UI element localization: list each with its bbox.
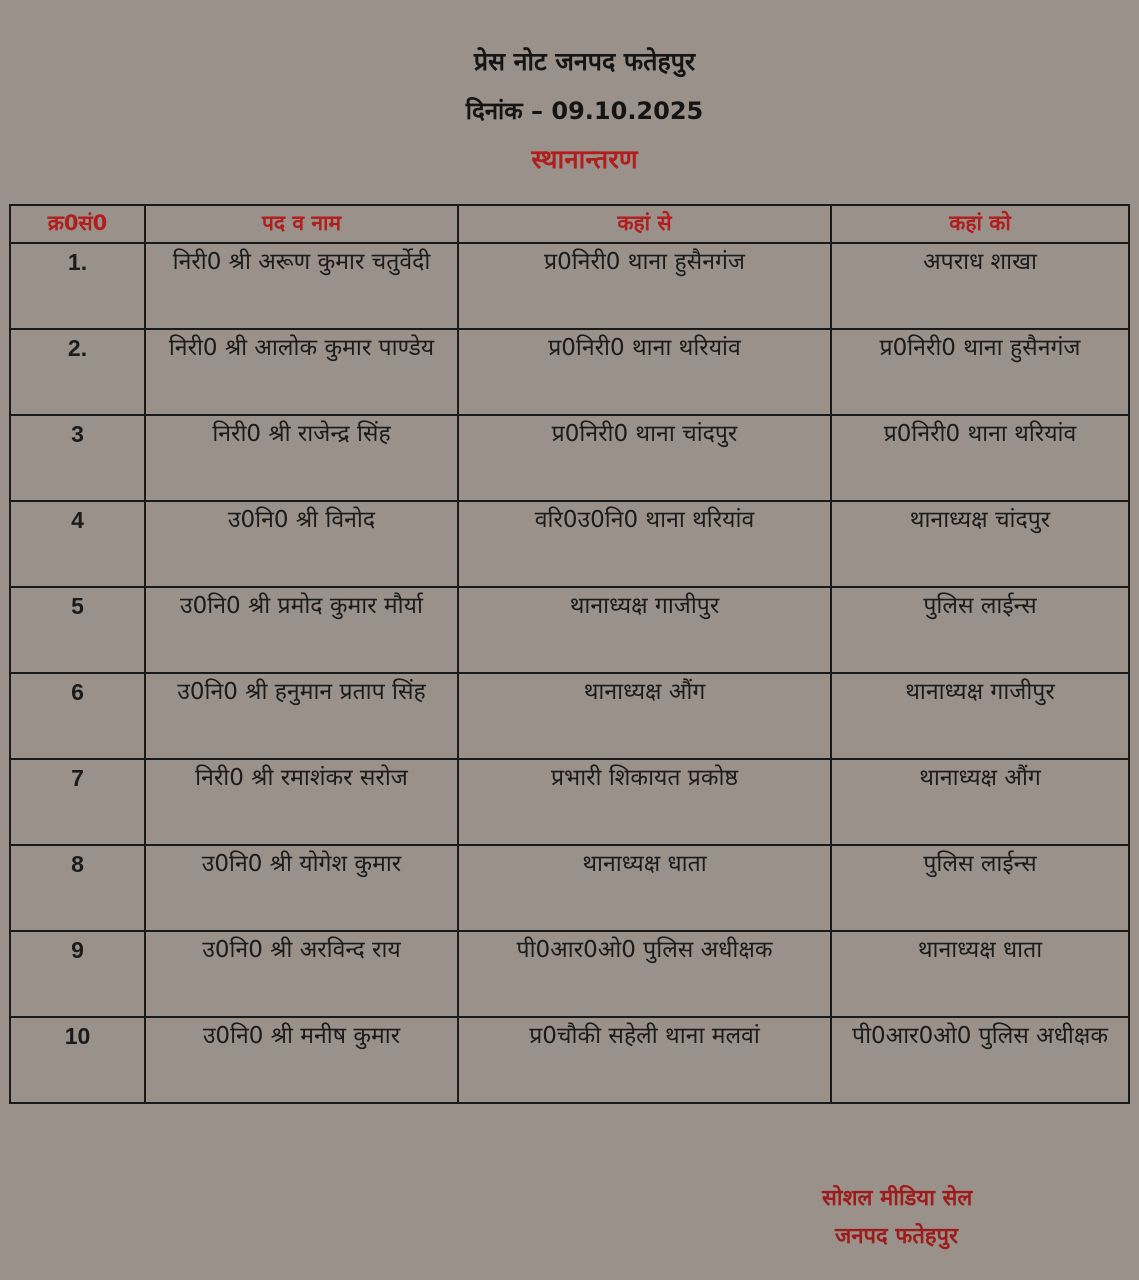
table-row [10, 415, 1129, 501]
row-from: थानाध्यक्ष औंग [458, 673, 831, 759]
row-to: अपराध शाखा [831, 243, 1129, 329]
row-name: उ0नि0 श्री अरविन्द राय [145, 931, 458, 1017]
row-sno: 3 [10, 415, 145, 501]
footer-social-media-cell: सोशल मीडिया सेल [822, 1186, 973, 1211]
row-from: प्र0चौकी सहेली थाना मलवां [458, 1017, 831, 1103]
row-sno: 9 [10, 931, 145, 1017]
row-sno: 2. [10, 329, 145, 415]
row-to: प्र0निरी0 थाना हुसैनगंज [831, 329, 1129, 415]
row-name: उ0नि0 श्री विनोद [145, 501, 458, 587]
table-row [10, 931, 1129, 1017]
table-row [10, 759, 1129, 845]
row-name: निरी0 श्री अरूण कुमार चतुर्वेदी [145, 243, 458, 329]
row-from: थानाध्यक्ष गाजीपुर [458, 587, 831, 673]
row-to: पुलिस लाईन्स [831, 845, 1129, 931]
column-header-sno: क्र0सं0 [10, 205, 145, 243]
row-sno: 6 [10, 673, 145, 759]
row-to: थानाध्यक्ष औंग [831, 759, 1129, 845]
row-from: प्र0निरी0 थाना थरियांव [458, 329, 831, 415]
row-from: प्रभारी शिकायत प्रकोष्ठ [458, 759, 831, 845]
row-name: उ0नि0 श्री मनीष कुमार [145, 1017, 458, 1103]
row-name: निरी0 श्री आलोक कुमार पाण्डेय [145, 329, 458, 415]
row-sno: 4 [10, 501, 145, 587]
row-from: पी0आर0ओ0 पुलिस अधीक्षक [458, 931, 831, 1017]
column-header-name: पद व नाम [145, 205, 458, 243]
press-note-subject: स्थानान्तरण [531, 145, 638, 175]
row-sno: 5 [10, 587, 145, 673]
press-note-date: दिनांक – 09.10.2025 [465, 97, 704, 125]
row-name: उ0नि0 श्री प्रमोद कुमार मौर्या [145, 587, 458, 673]
row-to: थानाध्यक्ष चांदपुर [831, 501, 1129, 587]
table-row [10, 243, 1129, 329]
table-row [10, 673, 1129, 759]
column-header-to: कहां को [831, 205, 1129, 243]
table-row [10, 845, 1129, 931]
row-sno: 1. [10, 243, 145, 329]
row-name: निरी0 श्री राजेन्द्र सिंह [145, 415, 458, 501]
table-header-row [10, 205, 1129, 243]
row-to: थानाध्यक्ष धाता [831, 931, 1129, 1017]
row-from: प्र0निरी0 थाना हुसैनगंज [458, 243, 831, 329]
column-header-from: कहां से [458, 205, 831, 243]
row-sno: 10 [10, 1017, 145, 1103]
transfer-table [9, 204, 1130, 1104]
row-name: उ0नि0 श्री हनुमान प्रताप सिंह [145, 673, 458, 759]
table-row [10, 329, 1129, 415]
table-row [10, 501, 1129, 587]
table-row [10, 1017, 1129, 1103]
row-to: थानाध्यक्ष गाजीपुर [831, 673, 1129, 759]
row-from: थानाध्यक्ष धाता [458, 845, 831, 931]
row-sno: 7 [10, 759, 145, 845]
row-to: प्र0निरी0 थाना थरियांव [831, 415, 1129, 501]
row-sno: 8 [10, 845, 145, 931]
press-note-title: प्रेस नोट जनपद फतेहपुर [473, 47, 696, 76]
row-name: निरी0 श्री रमाशंकर सरोज [145, 759, 458, 845]
row-name: उ0नि0 श्री योगेश कुमार [145, 845, 458, 931]
row-from: प्र0निरी0 थाना चांदपुर [458, 415, 831, 501]
footer-district: जनपद फतेहपुर [835, 1224, 959, 1249]
row-to: पुलिस लाईन्स [831, 587, 1129, 673]
row-to: पी0आर0ओ0 पुलिस अधीक्षक [831, 1017, 1129, 1103]
table-row [10, 587, 1129, 673]
row-from: वरि0उ0नि0 थाना थरियांव [458, 501, 831, 587]
